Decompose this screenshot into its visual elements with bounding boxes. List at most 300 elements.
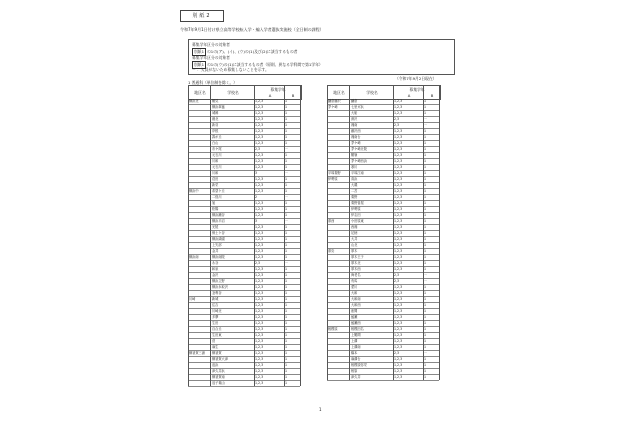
cell-b: 1 (285, 315, 288, 319)
cell-school: 厚木西 (351, 267, 361, 271)
cell-school: 保土ケ谷 (212, 231, 225, 235)
cell-b: 1 (424, 177, 427, 181)
cell-a: 1,2,3 (255, 309, 264, 313)
cell-school: 深沢 (351, 117, 358, 121)
cell-school: 元石川 (212, 153, 222, 157)
cell-school: 川崎北 (212, 309, 222, 313)
cell-b: － (285, 147, 289, 151)
cell-b: 1 (424, 357, 427, 361)
cell-a: 1,2,3 (394, 225, 403, 229)
cell-b: 1 (285, 207, 288, 211)
cell-b: 1 (285, 201, 288, 205)
cell-a: 1,2,3 (394, 327, 403, 331)
cell-b: 1 (285, 237, 288, 241)
cell-b: 1 (424, 225, 427, 229)
cell-a: 1,2,3 (394, 105, 403, 109)
cell-school: 松陽 (212, 207, 219, 211)
cell-b: 1 (285, 309, 288, 313)
cell-school: 逗子葉山 (212, 381, 225, 385)
cell-a: 1,2,3 (255, 315, 264, 319)
cell-a: 1,2,3 (394, 201, 403, 205)
cell-a: 1,2,3 (394, 165, 403, 169)
cell-a: 1,2,3 (394, 303, 403, 307)
cell-a: 1,2,3 (255, 153, 264, 157)
cell-b: 1 (285, 231, 288, 235)
cell-b: － (424, 117, 428, 121)
cell-school: 菅 (212, 339, 216, 343)
cell-a: 1,2,3 (255, 141, 264, 145)
cell-area: 県西 (328, 219, 335, 223)
cell-school: 新城 (212, 297, 219, 301)
cell-a: 1,2,3 (255, 99, 264, 103)
cell-area: 横浜南 (189, 255, 199, 259)
cell-b: 1 (424, 321, 427, 325)
cell-a: 1,2,3 (394, 297, 403, 301)
cell-area: 伊勢原 (328, 177, 338, 181)
cell-b: 1 (424, 135, 427, 139)
cell-a: 1,2,3 (255, 327, 264, 331)
cell-a: 1,2,3 (255, 297, 264, 301)
cell-school: 住吉 (212, 303, 219, 307)
cell-school: 二俣川 (212, 195, 222, 199)
cell-b: 1 (424, 291, 427, 295)
cell-a: 1,2,3 (255, 291, 264, 295)
cell-area: 横浜中 (189, 189, 199, 193)
cell-a: 1,2,3 (255, 333, 264, 337)
cell-b: 1 (285, 303, 288, 307)
cell-b: 1 (285, 159, 288, 163)
header-school: 学校名 (227, 90, 239, 95)
cell-a: 1,2,3 (394, 333, 403, 337)
cell-b: 1 (424, 309, 427, 313)
cell-b: 1 (285, 105, 288, 109)
cell-a: 3 (255, 171, 258, 175)
cell-a: 1,2,3 (255, 249, 264, 253)
column-rule (300, 85, 301, 386)
cell-school: 大和 (351, 291, 358, 295)
cell-b: 1 (424, 183, 427, 187)
cell-b: 1 (285, 285, 288, 289)
cell-b: － (424, 123, 428, 127)
cell-b: 1 (285, 369, 288, 373)
cell-a: 1,2,3 (394, 183, 403, 187)
cell-a: 1,2,3 (255, 279, 264, 283)
cell-school: 上溝南 (351, 345, 361, 349)
as-of-date: （令和7年9月2日現在） (395, 76, 437, 81)
cell-school: 大磯 (351, 183, 358, 187)
cell-a: 1,2,3 (255, 117, 264, 121)
cell-school: 横浜立野 (212, 279, 225, 283)
cell-a: 1,2,3 (255, 255, 264, 259)
cell-school: 綾瀬西 (351, 321, 361, 325)
cell-school: 新羽 (212, 123, 219, 127)
cell-b: 1 (285, 213, 288, 217)
cell-school: 二宮 (351, 189, 358, 193)
cell-b: 1 (424, 231, 427, 235)
cell-a: 1,2,3 (394, 261, 403, 265)
cell-school: 秦野 (351, 195, 358, 199)
cell-school: 西湘 (351, 225, 358, 229)
cell-school: 川和 (212, 159, 219, 163)
legend-box (188, 39, 455, 75)
cell-a: 1,2,3 (394, 171, 403, 175)
cell-a: 1,2,3 (394, 255, 403, 259)
cell-b: 1 (285, 327, 288, 331)
cell-school: 藤沢西 (351, 129, 361, 133)
cell-b: 1 (424, 129, 427, 133)
cell-b: 1 (285, 381, 288, 385)
cell-b: － (424, 279, 428, 283)
cell-b: 1 (285, 249, 288, 253)
cell-a: 2,3 (394, 273, 400, 277)
cell-a: 1,2,3 (255, 177, 264, 181)
legend-text: 募集学年区分の対象者 (192, 55, 230, 60)
column-rule (210, 85, 211, 386)
cell-a: 2,3 (255, 261, 261, 265)
cell-b: 1 (424, 111, 427, 115)
legend-chip: 別紙1 (194, 49, 205, 54)
cell-area: 横浜北 (189, 99, 199, 103)
cell-school: 茅ケ崎 (351, 141, 361, 145)
cell-school: 横須賀 (212, 351, 222, 355)
cell-a: 1,2,3 (394, 315, 403, 319)
cell-a: 1,2,3 (255, 201, 264, 205)
cell-school: 上鶴間 (351, 333, 361, 337)
cell-a: 1,2,3 (255, 213, 264, 217)
cell-a: 1,2,3 (394, 285, 403, 289)
cell-a: 1,2,3 (255, 189, 264, 193)
cell-school: 麻溝台 (351, 357, 361, 361)
cell-a: 2,3 (394, 123, 400, 127)
cell-a: 1,2,3 (394, 249, 403, 253)
cell-area: 県央 (328, 249, 335, 253)
cell-b: 1 (424, 159, 427, 163)
cell-area: 横須賀三浦 (189, 351, 205, 355)
cell-b: 1 (424, 333, 427, 337)
cell-school: 鶴嶺 (351, 153, 358, 157)
cell-school: 足柄 (351, 231, 358, 235)
cell-a: 2,3 (394, 279, 400, 283)
cell-a: 1,2,3 (255, 123, 264, 127)
cell-b: 1 (424, 99, 427, 103)
cell-b: 1 (424, 297, 427, 301)
cell-a: 3 (255, 219, 258, 223)
legend-text: の1の(ウ)の(1)に該当するもの者（原則、異なる学科間で第1学年） (207, 62, 323, 67)
cell-b: 1 (285, 351, 288, 355)
header-grade: 募集学年 (270, 87, 286, 92)
column-rule (327, 85, 328, 380)
cell-b: 1 (424, 189, 427, 193)
header-b: B (291, 93, 295, 98)
cell-a: 1,2,3 (394, 219, 403, 223)
cell-school: 霧が丘 (212, 135, 222, 139)
cell-school: 生田 (212, 321, 219, 325)
header-grade: 募集学年 (409, 87, 425, 92)
cell-a: 1,2,3 (255, 159, 264, 163)
cell-a: 1,2,3 (255, 237, 264, 241)
section-heading: 1 普通科（単位制を除く。） (188, 80, 238, 85)
cell-a: 1,2,3 (394, 321, 403, 325)
cell-b: 1 (285, 141, 288, 145)
cell-school: 川和 (212, 171, 219, 175)
cell-school: 秦野曽屋 (351, 201, 364, 205)
cell-b: 1 (285, 225, 288, 229)
cell-school: 横須賀南 (212, 375, 225, 379)
cell-school: 相模原弥栄 (351, 363, 367, 367)
cell-b: － (424, 273, 428, 277)
cell-b: 1 (424, 147, 427, 151)
cell-school: 厚木王子 (351, 255, 364, 259)
cell-school: 大和南 (351, 297, 361, 301)
cell-school: 岸根 (212, 129, 219, 133)
cell-b: 1 (285, 375, 288, 379)
header-a: A (268, 93, 272, 98)
cell-area: 相模原 (328, 327, 338, 331)
cell-a: 1,2,3 (255, 357, 264, 361)
cell-a: 1,2,3 (394, 177, 403, 181)
cell-a: 1,2,3 (255, 345, 264, 349)
cell-b: 1 (424, 195, 427, 199)
cell-area: 茅ケ崎 (328, 105, 338, 109)
cell-a: 1,2,3 (255, 111, 264, 115)
cell-a: 2,3 (255, 147, 261, 151)
cell-a: 1,2,3 (394, 111, 403, 115)
cell-school: 横浜翠嵐 (212, 105, 225, 109)
cell-b: － (285, 195, 289, 199)
cell-school: 和泉 (212, 267, 219, 271)
cell-school: 湘南台 (351, 135, 361, 139)
cell-b: 1 (424, 171, 427, 175)
cell-school: 多摩 (212, 315, 219, 319)
cell-b: 1 (285, 189, 288, 193)
cell-a: 1,2,3 (255, 303, 264, 307)
cell-b: 1 (285, 123, 288, 127)
cell-a: 1,2,3 (394, 309, 403, 313)
cell-b: 1 (424, 207, 427, 211)
header-area: 地区名 (194, 90, 206, 95)
cell-school: 鎌倉 (351, 99, 358, 103)
cell-school: 茅ケ崎北陵 (351, 147, 367, 151)
cell-a: 1,2,3 (255, 267, 264, 271)
cell-b: 1 (285, 291, 288, 295)
cell-b: 1 (424, 363, 427, 367)
cell-a: 1,2,3 (394, 291, 403, 295)
cell-school: 市ケ尾 (212, 147, 222, 151)
cell-school: 横浜氷取沢 (212, 285, 228, 289)
cell-school: 光陵 (212, 225, 219, 229)
cell-b: 1 (424, 303, 427, 307)
cell-b: 1 (285, 267, 288, 271)
cell-school: 高浜 (351, 177, 358, 181)
cell-b: 1 (285, 183, 288, 187)
cell-school: 厚木北 (351, 261, 361, 265)
cell-a: 1,2,3 (255, 135, 264, 139)
cell-b: 1 (424, 105, 427, 109)
cell-area: 鎌倉藤沢 (328, 99, 341, 103)
cell-b: － (285, 171, 289, 175)
cell-school: 相模田名 (351, 327, 364, 331)
cell-school: 湘南 (351, 123, 358, 127)
cell-b: 1 (424, 213, 427, 217)
cell-a: 1,2,3 (394, 195, 403, 199)
column-rule (439, 85, 440, 380)
cell-b: 1 (285, 357, 288, 361)
cell-a: 1,2,3 (394, 231, 403, 235)
cell-school: 小田原東 (351, 219, 364, 223)
cell-school: 金沢 (212, 273, 219, 277)
cell-school: 百合丘 (212, 327, 222, 331)
cell-a: 2 (255, 195, 258, 199)
header-a: A (407, 93, 411, 98)
cell-a: 1,2,3 (255, 321, 264, 325)
cell-school: 生田東 (212, 333, 222, 337)
cell-b: 1 (424, 243, 427, 247)
cell-school: 平塚江南 (351, 171, 364, 175)
cell-b: 1 (285, 153, 288, 157)
cell-school: 七里ガ浜 (351, 105, 364, 109)
cell-a: 1,2,3 (394, 267, 403, 271)
cell-school: 大船 (351, 111, 358, 115)
cell-a: 1,2,3 (255, 207, 264, 211)
cell-area: 川崎 (189, 297, 196, 301)
cell-a: 1,2,3 (394, 375, 403, 379)
cell-school: 横須賀大津 (212, 357, 228, 361)
cell-b: 1 (285, 243, 288, 247)
cell-b: 1 (285, 111, 288, 115)
cell-b: 1 (285, 345, 288, 349)
cell-b: 1 (424, 201, 427, 205)
cell-a: 1,2,3 (394, 363, 403, 367)
cell-school: 海老名 (351, 273, 361, 277)
cell-school: 希望ケ丘 (212, 189, 225, 193)
cell-school: 寒川 (351, 165, 358, 169)
cell-b: 1 (424, 255, 427, 259)
cell-school: 麻生 (212, 345, 219, 349)
header-school: 学校名 (366, 90, 378, 95)
cell-b: 1 (424, 369, 427, 373)
cell-a: 1,2,3 (394, 159, 403, 163)
cell-a: 1,2,3 (255, 129, 264, 133)
cell-a: 2,3 (394, 351, 400, 355)
cell-a: 1,2,3 (394, 339, 403, 343)
column-rule (349, 85, 350, 380)
cell-school: 城郷 (212, 111, 219, 115)
cell-school: 横浜瀬谷 (212, 213, 225, 217)
cell-a: 1,2,3 (255, 243, 264, 247)
cell-b: － (424, 351, 428, 355)
cell-a: 1,2,3 (255, 165, 264, 169)
cell-school: 大井 (351, 237, 358, 241)
cell-b: 1 (285, 273, 288, 277)
cell-school: 白山 (212, 141, 219, 145)
legend-line (192, 67, 269, 73)
cell-school: 釜利谷 (212, 291, 222, 295)
cell-school: 横浜平沼 (212, 219, 225, 223)
cell-b: 1 (285, 297, 288, 301)
cell-school: 橋本 (351, 351, 358, 355)
cell-school: 横浜緑園 (212, 237, 225, 241)
column-rule (393, 85, 394, 380)
cell-b: 1 (285, 165, 288, 169)
cell-b: 1 (424, 165, 427, 169)
cell-a: 1,2,3 (255, 231, 264, 235)
cell-a: 1,2,3 (394, 153, 403, 157)
cell-b: 1 (424, 267, 427, 271)
legend-text: － ：欠員がないため募集しないことを示す。 (192, 67, 269, 72)
cell-school: 座間 (351, 309, 358, 313)
page-number: 1 (319, 407, 322, 412)
cell-school: 厚木 (351, 249, 358, 253)
cell-school: 上矢部 (212, 243, 222, 247)
cell-b: 1 (424, 219, 427, 223)
attachment-tag: 別紙2 (180, 10, 224, 22)
cell-a: 1,2,3 (394, 345, 403, 349)
cell-school: 山北 (351, 243, 358, 247)
cell-b: 1 (424, 261, 427, 265)
cell-school: 永谷 (212, 261, 219, 265)
cell-b: 1 (424, 327, 427, 331)
cell-b: 1 (424, 339, 427, 343)
cell-school: 旭 (212, 201, 216, 205)
cell-school: 愛川 (351, 285, 358, 289)
cell-a: 1,2,3 (394, 129, 403, 133)
cell-b: 1 (285, 321, 288, 325)
cell-b: 1 (285, 117, 288, 121)
cell-a: 1,2,3 (255, 381, 264, 385)
cell-school: 鶴見 (212, 99, 219, 103)
cell-a: 1,2,3 (255, 225, 264, 229)
document-title: 令和7年9月1日付け県立高等学校転入学・編入学者選抜実施校（全日制の課程） (180, 27, 324, 32)
legend-text: の1の(ア)、(イ)、(ウ)の(1)及び(2)に該当するもの者 (207, 49, 298, 54)
cell-a: 2,3 (394, 117, 400, 121)
cell-b: 1 (424, 315, 427, 319)
cell-a: 1,2,3 (255, 183, 264, 187)
cell-school: 綾瀬 (351, 315, 358, 319)
cell-school: 荏田 (212, 177, 219, 181)
column-rule (254, 85, 255, 386)
cell-b: 1 (424, 153, 427, 157)
column-rule (423, 85, 424, 380)
cell-a: 1,2,3 (255, 375, 264, 379)
cell-a: 1,2,3 (394, 369, 403, 373)
cell-a: 1,2,3 (394, 237, 403, 241)
cell-a: 1,2,3 (394, 141, 403, 145)
legend-text: 募集学年区分の対象者 (192, 42, 230, 47)
cell-b: 1 (285, 177, 288, 181)
cell-b: 1 (424, 285, 427, 289)
cell-school: 新栄 (212, 183, 219, 187)
cell-a: 1,2,3 (255, 351, 264, 355)
cell-a: 1,2,3 (394, 243, 403, 247)
cell-b: 1 (285, 255, 288, 259)
cell-a: 1,2,3 (394, 207, 403, 211)
cell-a: 1,2,3 (394, 357, 403, 361)
header-b: B (430, 93, 434, 98)
cell-school: 茅ケ崎西浜 (351, 159, 367, 163)
cell-area: 平塚秦野 (328, 171, 341, 175)
column-rule (188, 85, 189, 386)
cell-b: 1 (424, 345, 427, 349)
cell-a: 1,2,3 (394, 147, 403, 151)
cell-b: 1 (424, 249, 427, 253)
cell-a: 1,2,3 (394, 189, 403, 193)
cell-school: 元石川 (212, 165, 222, 169)
cell-b: 1 (285, 99, 288, 103)
cell-b: 1 (424, 375, 427, 379)
cell-b: － (285, 261, 289, 265)
cell-a: 1,2,3 (255, 273, 264, 277)
header-area: 地区名 (333, 90, 345, 95)
